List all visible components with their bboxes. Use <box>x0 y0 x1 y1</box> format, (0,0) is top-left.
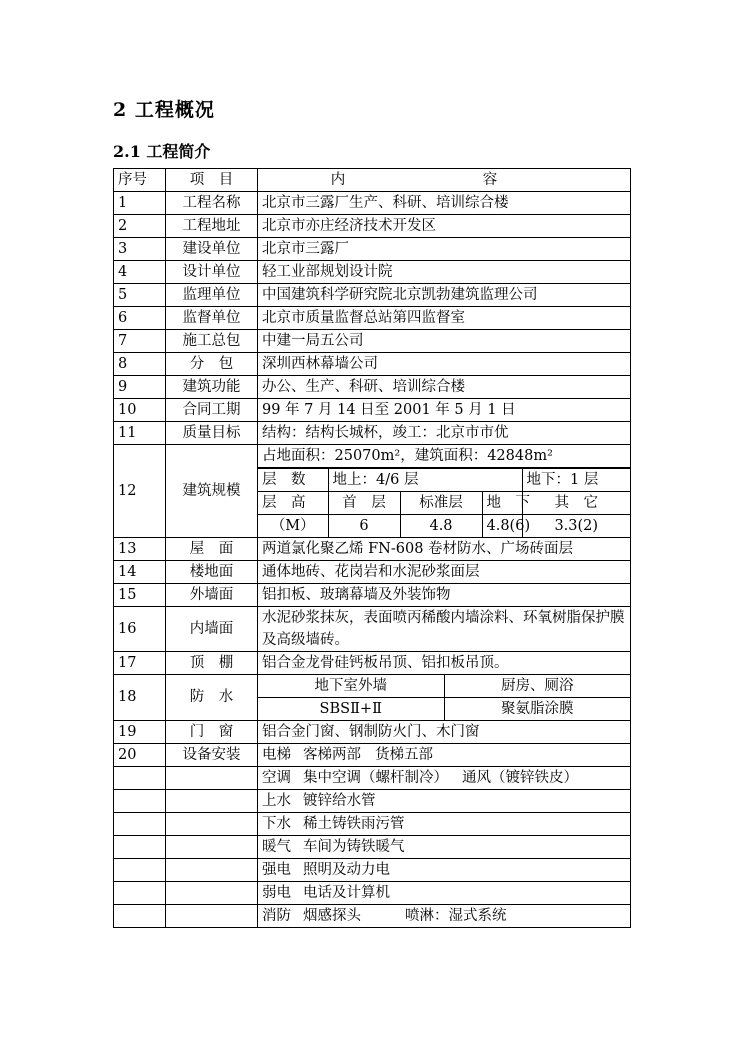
row-content: 北京市三露厂生产、科研、培训综合楼 <box>258 192 631 215</box>
row-item: 监督单位 <box>166 307 258 330</box>
equipment-content <box>258 859 631 882</box>
row-no <box>114 859 166 882</box>
table-row <box>114 721 631 744</box>
row-no: 15 <box>114 584 166 607</box>
row-no: 9 <box>114 376 166 399</box>
waterproof-right-head: 厨房、厕浴 <box>444 675 630 698</box>
row-content: 99 年 7 月 14 日至 2001 年 5 月 1 日 <box>258 399 631 422</box>
equipment-extra: 通风（镀锌铁皮） <box>462 769 578 786</box>
height-col-1: 标准层 <box>400 492 482 515</box>
table-row <box>114 192 631 215</box>
row-no: 8 <box>114 353 166 376</box>
equipment-row <box>114 836 631 859</box>
row-item: 质量目标 <box>166 422 258 445</box>
equipment-row <box>114 905 631 928</box>
equipment-row <box>114 744 631 767</box>
row-content: 通体地砖、花岗岩和水泥砂浆面层 <box>258 561 631 584</box>
row-item: 内墙面 <box>166 607 258 652</box>
row-no: 4 <box>114 261 166 284</box>
row-no: 5 <box>114 284 166 307</box>
equipment-content <box>258 744 631 767</box>
row-no: 10 <box>114 399 166 422</box>
row-item <box>166 905 258 928</box>
row-content: 水泥砂浆抹灰，表面喷丙稀酸内墙涂料、环氧树脂保护膜及高级墙砖。 <box>258 607 631 652</box>
equipment-content <box>258 905 631 928</box>
equipment-row <box>114 790 631 813</box>
equipment-spec: 客梯两部 <box>303 746 361 763</box>
row-no: 7 <box>114 330 166 353</box>
row-content: 铝合金龙骨硅钙板吊顶、铝扣板吊顶。 <box>258 652 631 675</box>
equipment-content <box>258 790 631 813</box>
row-content: 铝合金门窗、钢制防火门、木门窗 <box>258 721 631 744</box>
row-no: 6 <box>114 307 166 330</box>
equipment-content <box>258 767 631 790</box>
height-val-1: 4.8 <box>400 515 482 538</box>
row-item: 楼地面 <box>166 561 258 584</box>
row-item <box>166 836 258 859</box>
row-no: 17 <box>114 652 166 675</box>
row-item: 外墙面 <box>166 584 258 607</box>
height-val-2: 4.8(6) <box>482 515 522 538</box>
header-no: 序号 <box>114 169 166 192</box>
equipment-type: 强电 <box>262 861 291 878</box>
height-unit: （M） <box>258 515 328 538</box>
floors-below: 地下：1 层 <box>522 469 630 492</box>
row-item: 工程名称 <box>166 192 258 215</box>
equipment-spec: 镀锌给水管 <box>303 792 376 809</box>
floors-above: 地上：4/6 层 <box>328 469 522 492</box>
equipment-type: 消防 <box>262 907 291 924</box>
row-no: 20 <box>114 744 166 767</box>
row-no <box>114 813 166 836</box>
equipment-row <box>114 767 631 790</box>
row-content: 两道氯化聚乙烯 FN-608 卷材防水、广场砖面层 <box>258 538 631 561</box>
waterproof-subtable <box>258 675 630 720</box>
table-header-row <box>114 169 631 192</box>
row-no: 18 <box>114 675 166 721</box>
row-content: 轻工业部规划设计院 <box>258 261 631 284</box>
waterproof-right-val: 聚氨脂涂膜 <box>444 698 630 721</box>
equipment-spec: 稀土铸铁雨污管 <box>303 815 405 832</box>
row-no: 11 <box>114 422 166 445</box>
row-content: 中建一局五公司 <box>258 330 631 353</box>
equipment-type: 弱电 <box>262 884 291 901</box>
equipment-spec: 照明及动力电 <box>303 861 390 878</box>
equipment-content <box>258 836 631 859</box>
row-item <box>166 859 258 882</box>
floors-row <box>258 469 630 492</box>
table-row <box>114 652 631 675</box>
row-content: 北京市质量监督总站第四监督室 <box>258 307 631 330</box>
waterproof-cell <box>258 675 631 721</box>
row-item: 工程地址 <box>166 215 258 238</box>
equipment-spec: 车间为铸铁暖气 <box>303 838 405 855</box>
equipment-row <box>114 859 631 882</box>
equipment-type: 上水 <box>262 792 291 809</box>
row-item: 合同工期 <box>166 399 258 422</box>
height-val-0: 6 <box>328 515 400 538</box>
equipment-row <box>114 882 631 905</box>
row-item: 施工总包 <box>166 330 258 353</box>
equipment-type: 空调 <box>262 769 291 786</box>
row-content: 办公、生产、科研、培训综合楼 <box>258 376 631 399</box>
waterproof-left-val: SBSⅡ+Ⅱ <box>258 698 444 721</box>
header-content <box>258 169 631 192</box>
equipment-content <box>258 882 631 905</box>
row-item <box>166 767 258 790</box>
height-col-2: 地 下 <box>482 492 522 515</box>
waterproof-left-head: 地下室外墙 <box>258 675 444 698</box>
height-col-0: 首 层 <box>328 492 400 515</box>
height-value-row <box>258 515 630 538</box>
row-item: 防 水 <box>166 675 258 721</box>
building-scale-cell <box>258 445 631 538</box>
waterproof-head-row <box>258 675 630 698</box>
row-item: 设备安装 <box>166 744 258 767</box>
building-scale-subtable <box>258 468 630 537</box>
row-item: 屋 面 <box>166 538 258 561</box>
table-row <box>114 538 631 561</box>
row-item: 建筑功能 <box>166 376 258 399</box>
project-overview-table <box>113 168 631 928</box>
row-item <box>166 882 258 905</box>
row-no: 13 <box>114 538 166 561</box>
equipment-content <box>258 813 631 836</box>
row-no <box>114 790 166 813</box>
row-item: 门 窗 <box>166 721 258 744</box>
row-item: 设计单位 <box>166 261 258 284</box>
row-item: 监理单位 <box>166 284 258 307</box>
row-item: 建筑规模 <box>166 445 258 538</box>
row-content: 结构：结构长城杯，竣工：北京市市优 <box>258 422 631 445</box>
header-content-a: 内 <box>330 171 346 188</box>
table-row <box>114 422 631 445</box>
equipment-spec: 电话及计算机 <box>303 884 390 901</box>
row-no: 2 <box>114 215 166 238</box>
table-row-scale <box>114 445 631 538</box>
equipment-type: 暖气 <box>262 838 291 855</box>
header-item: 项 目 <box>166 169 258 192</box>
row-no: 16 <box>114 607 166 652</box>
row-no <box>114 882 166 905</box>
table-row <box>114 584 631 607</box>
table-row-waterproof <box>114 675 631 721</box>
header-content-b: 容 <box>482 171 498 188</box>
equipment-spec: 烟感探头 <box>303 907 361 924</box>
row-no: 14 <box>114 561 166 584</box>
table-row <box>114 607 631 652</box>
row-no: 19 <box>114 721 166 744</box>
subsection-heading: 2.1 工程简介 <box>113 142 211 161</box>
equipment-spec: 集中空调（螺杆制冷） <box>303 769 448 786</box>
row-no: 3 <box>114 238 166 261</box>
table-row <box>114 399 631 422</box>
table-row <box>114 561 631 584</box>
floors-label: 层 数 <box>258 469 328 492</box>
table-row <box>114 353 631 376</box>
row-item: 建设单位 <box>166 238 258 261</box>
building-area: 占地面积：25070m²，建筑面积：42848m² <box>258 445 630 468</box>
equipment-extra: 喷淋：湿式系统 <box>405 907 507 924</box>
row-content: 中国建筑科学研究院北京凯勃建筑监理公司 <box>258 284 631 307</box>
row-item: 分 包 <box>166 353 258 376</box>
row-item <box>166 790 258 813</box>
table-row <box>114 238 631 261</box>
row-item <box>166 813 258 836</box>
table-row <box>114 284 631 307</box>
row-no <box>114 905 166 928</box>
table-row <box>114 307 631 330</box>
equipment-type: 下水 <box>262 815 291 832</box>
row-no: 1 <box>114 192 166 215</box>
row-content: 北京市三露厂 <box>258 238 631 261</box>
equipment-row <box>114 813 631 836</box>
row-content: 北京市亦庄经济技术开发区 <box>258 215 631 238</box>
equipment-type: 电梯 <box>262 746 291 763</box>
height-val-3: 3.3(2) <box>522 515 630 538</box>
row-content: 深圳西林幕墙公司 <box>258 353 631 376</box>
height-col-3: 其 它 <box>522 492 630 515</box>
waterproof-value-row <box>258 698 630 721</box>
equipment-extra: 货梯五部 <box>375 746 433 763</box>
section-heading: 2 工程概况 <box>113 99 215 121</box>
table-row <box>114 261 631 284</box>
row-no: 12 <box>114 445 166 538</box>
row-content: 铝扣板、玻璃幕墙及外装饰物 <box>258 584 631 607</box>
row-no <box>114 836 166 859</box>
row-item: 顶 棚 <box>166 652 258 675</box>
height-label: 层 高 <box>258 492 328 515</box>
table-row <box>114 215 631 238</box>
height-head-row <box>258 492 630 515</box>
row-no <box>114 767 166 790</box>
table-row <box>114 376 631 399</box>
table-row <box>114 330 631 353</box>
